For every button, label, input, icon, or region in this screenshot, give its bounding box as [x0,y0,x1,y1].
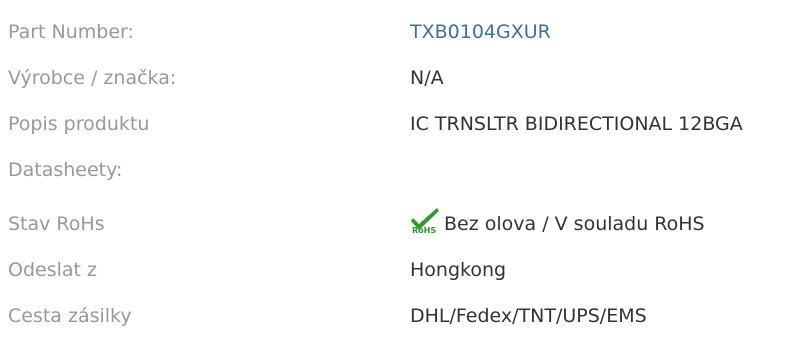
rohs-label: Stav RoHs [8,213,105,235]
rohs-check-icon [410,206,442,234]
part-number-label: Part Number: [8,21,134,43]
ship-from-label: Odeslat z [8,259,97,281]
shipping-method-label: Cesta zásilky [8,305,132,327]
spec-row-manufacturer [0,55,794,101]
manufacturer-value: N/A [410,67,444,89]
spec-row-rohs [0,201,794,247]
ship-from-value: Hongkong [410,259,507,281]
rohs-value: Bez olova / V souladu RoHS [444,213,705,235]
spec-row-description [0,101,794,147]
spec-row-shipping-method [0,293,794,339]
description-label: Popis produktu [8,113,150,135]
rohs-value-group [410,201,705,247]
description-value: IC TRNSLTR BIDIRECTIONAL 12BGA [410,113,743,135]
datasheets-label: Datasheety: [8,159,123,181]
part-number-link[interactable]: TXB0104GXUR [410,21,551,43]
svg-text:RoHS: RoHS [412,226,437,234]
spec-row-part-number [0,9,794,55]
spec-row-ship-from [0,247,794,293]
shipping-method-value: DHL/Fedex/TNT/UPS/EMS [410,305,647,327]
spec-row-datasheets [0,147,794,193]
manufacturer-label: Výrobce / značka: [8,67,177,89]
